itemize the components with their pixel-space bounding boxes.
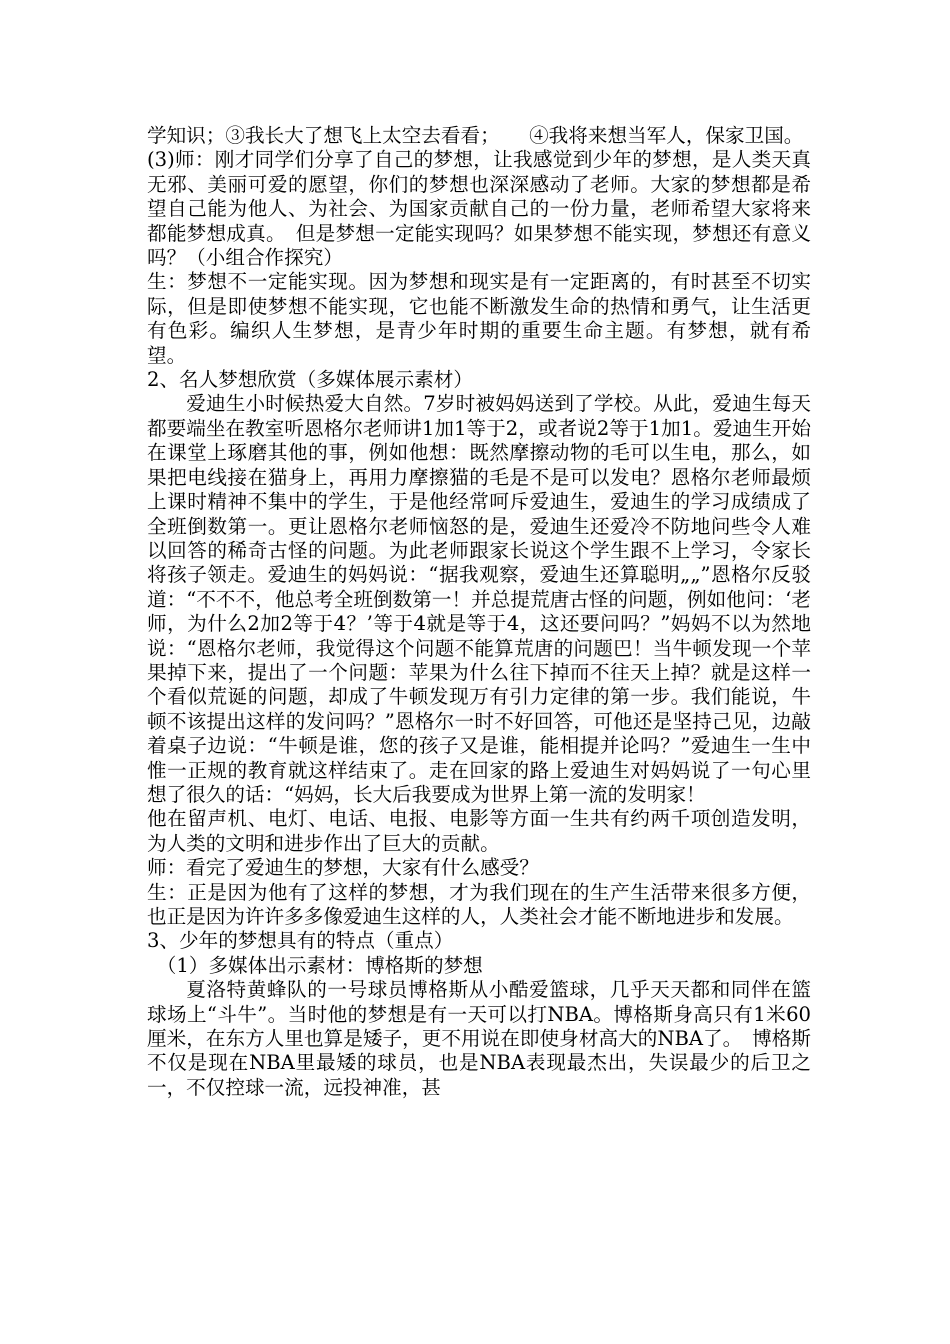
paragraph-student-answer: 生：梦想不一定能实现。因为梦想和现实是有一定距离的，有时甚至不切实际，但是即使梦想不能实现，它也能不断激发生命的热情和勇气，让生活更有色彩。编织人生梦想，是青少年时期的重要生命主题。有梦想，就有希望。: [147, 270, 811, 367]
subheading-bogues-material: （1）多媒体出示素材：博格斯的梦想: [156, 953, 483, 977]
section-heading-celebrity-dreams: 2、名人梦想欣赏（多媒体展示素材）: [147, 368, 473, 392]
paragraph-dreams-list-end: 学知识；③我长大了想飞上太空去看看； ④我将来想当军人，保家卫国。: [147, 124, 804, 147]
document-body: [147, 124, 811, 1100]
paragraph-bogues-story: 夏洛特黄蜂队的一号球员博格斯从小酷爱篮球，几乎天天都和同伴在篮球场上“斗牛”。当时他的梦想是有一天可以打NBA。博格斯身高只有1米60厘米，在东方人里也算是矮子，更不用说在即使身材高大的NBA了。 博格斯不仅是现在NBA里最矮的球员，也是NBA表现最杰出，失误最少的后卫之一，不仅控球一流，远投神准，甚: [147, 978, 811, 1099]
paragraph-edison-story: 爱迪生小时候热爱大自然。7岁时被妈妈送到了学校。从此，爱迪生每天都要端坐在教室听恩格尔老师讲1加1等于2，或者说2等于1加1。爱迪生开始在课堂上琢磨其他的事，例如他想：既然摩擦动物的毛可以生电，那么，如果把电线接在猫身上，再用力摩擦猫的毛是不是可以发电？恩格尔老师最烦上课时精神不集中的学生，于是他经常呵斥爱迪生，爱迪生的学习成绩成了全班倒数第一。更让恩格尔老师恼怒的是，爱迪生还爱冷不防地问些令人难以回答的稀奇古怪的问题。为此老师跟家长说这个学生跟不上学习，令家长将孩子领走。爱迪生的妈妈说：“据我观察，爱迪生还算聪明„„”恩格尔反驳道：“不不不，他总考全班倒数第一！并总提荒唐古怪的问题，例如他问：‘老师，为什么2加2等于4？’等于4就是等于4，这还要问吗？”妈妈不以为然地说：“恩格尔老师，我觉得这个问题不能算荒唐的问题巴！当牛顿发现一个苹果掉下来，提出了一个问题：苹果为什么往下掉而不往天上掉？就是这样一个看似荒诞的问题，却成了牛顿发现万有引力定律的第一步。我们能说，牛顿不该提出这样的发问吗？”恩格尔一时不好回答，可他还是坚持己见，边敲着桌子边说：“牛顿是谁，您的孩子又是谁，能相提并论吗？”爱迪生一生中惟一正规的教育就这样结束了。走在回家的路上爱迪生对妈妈说了一句心里想了很久的话：“妈妈，长大后我要成为世界上第一流的发明家！: [147, 392, 811, 806]
paragraph-teacher-prompt: 师：看完了爱迪生的梦想，大家有什么感受？: [147, 856, 539, 880]
paragraph-edison-achievements: 他在留声机、电灯、电话、电报、电影等方面一生共有约两千项创造发明，为人类的文明和进步作出了巨大的贡献。: [147, 807, 811, 855]
paragraph-teacher-question: (3)师：刚才同学们分享了自己的梦想，让我感觉到少年的梦想，是人类天真无邪、美丽可爱的愿望，你们的梦想也深深感动了老师。大家的梦想都是希望自己能为他人、为社会、为国家贡献自己的一份力量，老师希望大家将来都能梦想成真。 但是梦想一定能实现吗？如果梦想不能实现，梦想还有意义吗？（小组合作探究）: [147, 148, 811, 270]
section-heading-dream-features: 3、少年的梦想具有的特点（重点）: [147, 929, 454, 953]
paragraph-student-reflection: 生：正是因为他有了这样的梦想，才为我们现在的生产生活带来很多方便，也正是因为许许多多像爱迪生这样的人，人类社会才能不断地进步和发展。: [147, 880, 811, 928]
